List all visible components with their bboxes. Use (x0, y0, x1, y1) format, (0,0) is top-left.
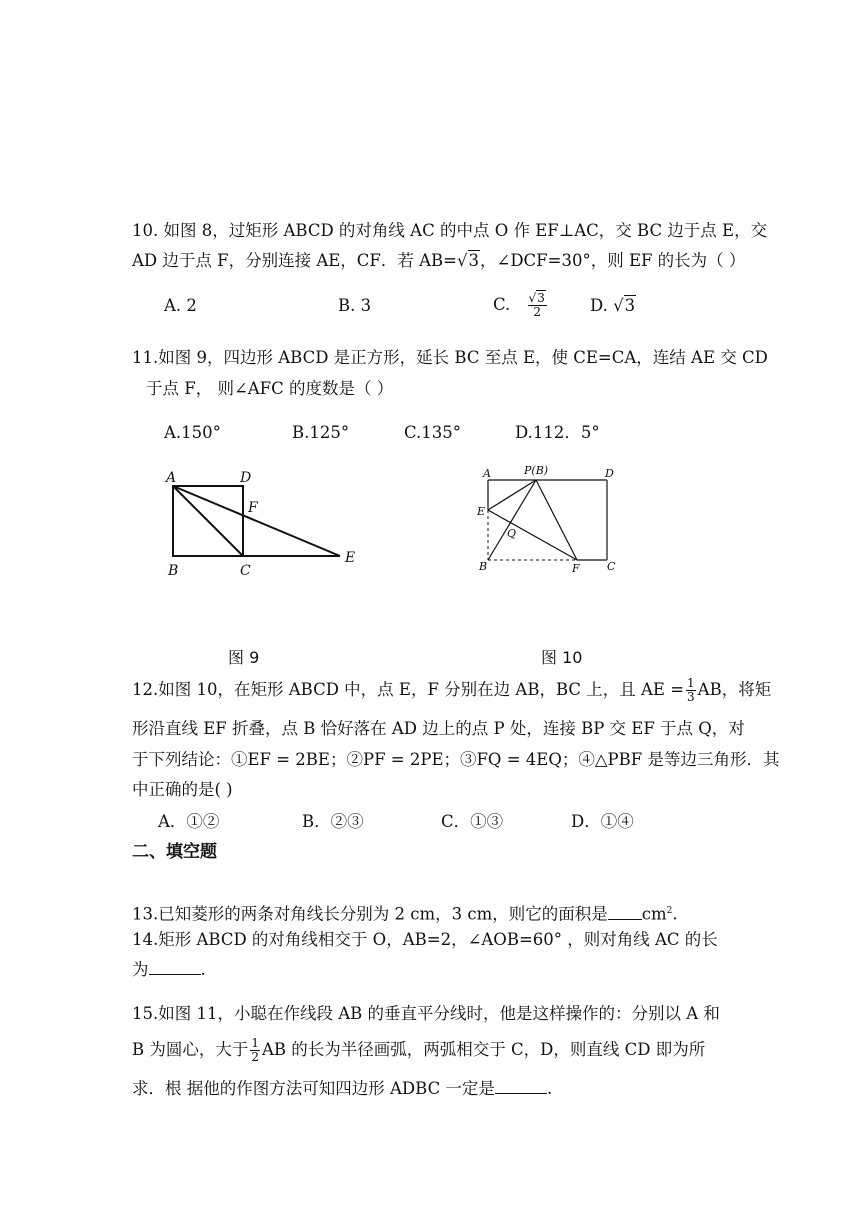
q10-line2 (132, 250, 745, 272)
q12-line2: 形沿直线 EF 折叠，点 B 恰好落在 AD 边上的点 P 处，连接 BP 交 EF 于点 Q，对 (132, 719, 745, 738)
q15-line3 (132, 1078, 552, 1100)
q12-option-c[interactable]: C．①③ (441, 812, 504, 831)
fig10-line-ep (488, 480, 536, 510)
q14-line2-post: . (200, 960, 206, 979)
q15-answer-blank[interactable] (495, 1079, 547, 1094)
q13-text: 13.已知菱形的两条对角线长分别为 2 cm，3 cm，则它的面积是 (132, 904, 608, 924)
fig10-label-p: P(B) (524, 464, 549, 477)
fig9-line-ae (173, 486, 340, 556)
fig10-label-a: A (483, 467, 491, 480)
q14-line2 (132, 959, 206, 981)
q11-option-b[interactable]: B.125° (292, 423, 350, 442)
fig10-label-b: B (479, 560, 488, 573)
q10-option-c[interactable] (493, 292, 549, 319)
q13-unit-exponent: 2 (666, 906, 673, 916)
fig10-label-f: F (572, 562, 580, 575)
q13-end: . (672, 904, 678, 924)
q15-line3-post: . (546, 1079, 553, 1098)
q15-fraction: $\frac{1}{2}$ (251, 1036, 260, 1064)
section-fill-in-heading: 二、填空题 (132, 842, 217, 862)
q12-line1-pre: 12.如图 10，在矩形 ABCD 中，点 E，F 分别在边 AB，BC 上，且 AE = (132, 680, 685, 699)
q11-line2: 于点 F， 则∠AFC 的度数是（ ） (146, 379, 394, 398)
fig9-diagonal-ac (173, 486, 243, 556)
q10-line2-post: ，∠DCF=30°，则 EF 的长为（ ） (480, 251, 746, 270)
figure-9-diagram (160, 462, 370, 582)
fig10-line-bp (488, 480, 536, 560)
q10-option-c-label: C. (493, 295, 511, 314)
q10-sqrt3: √3 (456, 251, 479, 270)
q15-line2 (132, 1037, 705, 1064)
q12-option-a[interactable]: A．①② (158, 812, 220, 831)
q10-option-c-fraction: $\frac{√3}{2}$ (528, 291, 545, 319)
q15-line2-post: AB 的长为半径画弧，两弧相交于 C，D，则直线 CD 即为所 (262, 1040, 706, 1059)
fig9-label-a: A (166, 470, 177, 486)
q12-line1 (132, 677, 771, 704)
q12-option-b[interactable]: B．②③ (302, 812, 364, 831)
q15-line2-pre: B 为圆心，大于 (132, 1040, 249, 1059)
q11-option-d[interactable]: D.112．5° (515, 423, 600, 442)
fig9-label-d: D (240, 470, 252, 486)
q11-option-a[interactable]: A.150° (164, 423, 221, 442)
fig9-label-e: E (345, 550, 356, 566)
fig10-label-c: C (607, 560, 616, 573)
fig9-label-b: B (168, 563, 179, 579)
q12-fraction: $\frac{1}{3}$ (687, 676, 695, 704)
q15-line3-pre: 求．根 据他的作图方法可知四边形 ADBC 一定是 (132, 1079, 495, 1098)
q13-line (132, 900, 678, 926)
q12-line3: 于下列结论：①EF = 2BE；②PF = 2PE；③FQ = 4EQ；④△PBF 是等边三角形．其 (132, 750, 780, 769)
q13-answer-blank[interactable] (608, 905, 642, 920)
q10-option-d-sqrt: √3 (613, 296, 636, 315)
q11-option-c[interactable]: C.135° (404, 423, 462, 442)
figure-10-caption: 图 10 (541, 648, 583, 667)
fig10-label-q: Q (507, 527, 517, 540)
q10-line2-pre: AD 边于点 F，分别连接 AE，CF．若 AB= (132, 251, 457, 270)
q15-line1: 15.如图 11，小聪在作线段 AB 的垂直平分线时，他是这样操作的：分别以 A 和 (132, 1004, 720, 1023)
figure-9-caption: 图 9 (228, 648, 260, 667)
q11-line1: 11.如图 9，四边形 ABCD 是正方形，延长 BC 至点 E，使 CE=CA，连结 AE 交 CD (132, 348, 768, 367)
fig9-label-c: C (240, 563, 251, 579)
q10-option-b[interactable]: B. 3 (338, 296, 372, 315)
q10-option-d-label: D. (590, 296, 608, 315)
figure-10-diagram (474, 460, 634, 580)
fig9-label-f: F (248, 500, 258, 516)
q10-line1: 10. 如图 8，过矩形 ABCD 的对角线 AC 的中点 O 作 EF⊥AC，交 BC 边于点 E，交 (132, 221, 768, 240)
q13-unit: cm (641, 904, 667, 924)
q14-line1: 14.矩形 ABCD 的对角线相交于 O，AB=2，∠AOB=60° ，则对角线 AC 的长 (132, 930, 718, 949)
q14-line2-pre: 为 (132, 960, 149, 979)
q12-line1-post: AB，将矩 (697, 680, 772, 699)
q10-option-d[interactable] (590, 295, 636, 317)
q14-answer-blank[interactable] (149, 960, 201, 975)
q10-option-a[interactable]: A. 2 (164, 296, 197, 315)
q12-line4: 中正确的是( ) (132, 780, 233, 799)
q12-option-d[interactable]: D．①④ (571, 812, 634, 831)
fig10-label-d: D (605, 467, 614, 480)
fig10-label-e: E (477, 505, 486, 518)
